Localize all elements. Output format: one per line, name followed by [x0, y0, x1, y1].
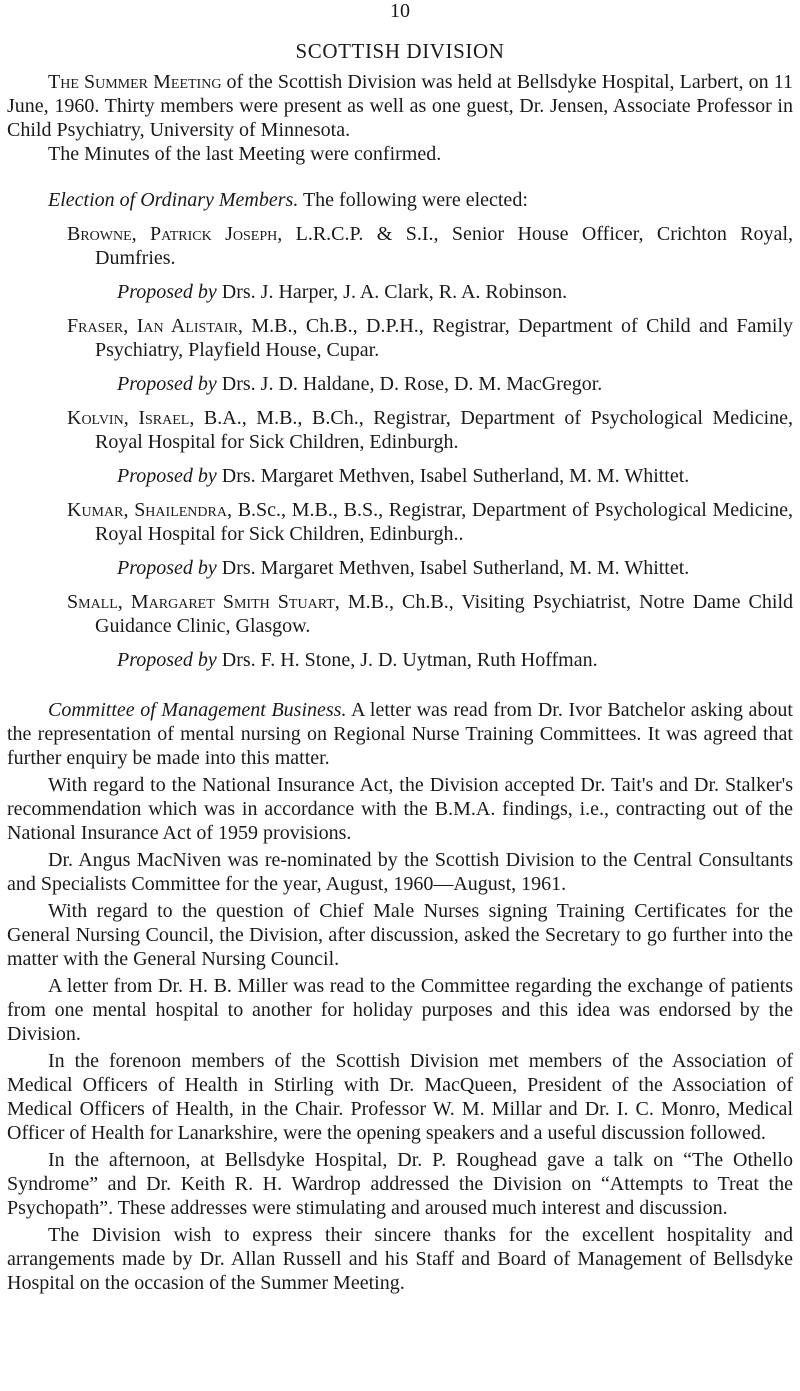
body-paragraph: Dr. Angus MacNiven was re-nominated by the Scottish Division to the Central Consultants and Specialists Committee for the year, August, 1960—August, 1961. [7, 849, 793, 895]
committee-text: A letter was read from Dr. Ivor Batchelor asking about the representation of mental nursing on Regional Nurse Training Committees. It was agreed that further enquiry be made into this matter. [7, 699, 793, 769]
election-paragraph [7, 188, 793, 212]
election-text: The following were elected: [298, 189, 528, 211]
proposed-label: Proposed by [117, 373, 217, 395]
body-paragraph: A letter from Dr. H. B. Miller was read to the Committee regarding the exchange of patients from one mental hospital to another for holiday purposes and this idea was endorsed by the Division. [7, 975, 793, 1045]
section-title: SCOTTISH DIVISION [295, 39, 505, 63]
proposed-label: Proposed by [117, 649, 217, 671]
member-surname: Kolvin [67, 407, 124, 429]
member-surname: Kumar [67, 499, 124, 521]
member-given-name: Shailendra [134, 499, 227, 521]
member-qualifications: , B.Sc., M.B., B.S., Registrar, Department of Psychological Medicine, Royal Hospital for Sick Children, Edinburgh.. [95, 499, 794, 545]
member-entry [67, 498, 793, 580]
intro-text: of the Scottish Division was held at Bellsdyke Hospital, Larbert, on 11 June, 1960. Thirty members were present as well as one guest, Dr. Jensen, Associate Professor in Child Psychiatry, University of Minnesota. [7, 71, 793, 141]
page-number: 10 [390, 0, 410, 22]
member-entry [67, 314, 793, 396]
article-body [0, 70, 800, 1295]
proposers-list: Drs. J. D. Haldane, D. Rose, D. M. MacGregor. [216, 373, 603, 395]
committee-heading: Committee of Management Business. [48, 699, 347, 721]
body-paragraph: In the afternoon, at Bellsdyke Hospital, Dr. P. Roughead gave a talk on “The Othello Syndrome” and Dr. Keith R. H. Wardrop addressed the Division on “Attempts to Treat the Psychopath”. These addresses were stimulating and aroused much interest and discussion. [7, 1149, 793, 1219]
member-details: Small, Margaret Smith Stuart, M.B., Ch.B., Visiting Psychiatrist, Notre Dame Child Guidance Clinic, Glasgow. [67, 591, 793, 637]
intro-lead: The Summer Meeting [48, 71, 222, 93]
member-given-name: Israel [138, 407, 190, 429]
member-surname: Small [67, 591, 118, 613]
member-details: Kumar, Shailendra, B.Sc., M.B., B.S., Registrar, Department of Psychological Medicine, Royal Hospital for Sick Children, Edinburgh.. [67, 499, 794, 545]
member-entry [67, 406, 793, 488]
member-surname: Fraser [67, 315, 124, 337]
member-proposers [67, 464, 793, 488]
member-qualifications: , M.B., Ch.B., D.P.H., Registrar, Department of Child and Family Psychiatry, Playfield House, Cupar. [95, 315, 793, 361]
member-details: Fraser, Ian Alistair, M.B., Ch.B., D.P.H., Registrar, Department of Child and Family Psychiatry, Playfield House, Cupar. [67, 315, 793, 361]
member-list [7, 222, 793, 672]
body-paragraph: With regard to the question of Chief Male Nurses signing Training Certificates for the General Nursing Council, the Division, after discussion, asked the Secretary to go further into the matter with the General Nursing Council. [7, 900, 793, 970]
member-given-name: Patrick Joseph [150, 223, 278, 245]
proposed-label: Proposed by [117, 557, 217, 579]
proposed-label: Proposed by [117, 281, 217, 303]
body-paragraph: With regard to the National Insurance Act, the Division accepted Dr. Tait's and Dr. Stalker's recommendation which was in accordance with the B.M.A. findings, i.e., contracting out of the National Insurance Act of 1959 provisions. [7, 774, 793, 844]
member-details: Kolvin, Israel, B.A., M.B., B.Ch., Registrar, Department of Psychological Medicine, Royal Hospital for Sick Children, Edinburgh. [67, 407, 793, 453]
intro-paragraph [7, 70, 793, 142]
member-proposers [67, 648, 793, 672]
committee-paragraph [7, 698, 793, 770]
member-qualifications: , B.A., M.B., B.Ch., Registrar, Department of Psychological Medicine, Royal Hospital for Sick Children, Edinburgh. [95, 407, 793, 453]
proposed-label: Proposed by [117, 465, 217, 487]
proposers-list: Drs. Margaret Methven, Isabel Sutherland, M. M. Whittet. [216, 465, 690, 487]
member-entry [67, 222, 793, 304]
member-qualifications: , L.R.C.P. & S.I., Senior House Officer, Crichton Royal, Dumfries. [95, 223, 793, 269]
member-given-name: Margaret Smith Stuart [130, 591, 335, 613]
proposers-list: Drs. Margaret Methven, Isabel Sutherland, M. M. Whittet. [216, 557, 690, 579]
body-paragraph: The Division wish to express their sincere thanks for the excellent hospitality and arrangements made by Dr. Allan Russell and his Staff and Board of Management of Bellsdyke Hospital on the occasion of the Summer Meeting. [7, 1224, 793, 1294]
member-details: Browne, Patrick Joseph, L.R.C.P. & S.I., Senior House Officer, Crichton Royal, Dumfries. [67, 223, 793, 269]
member-qualifications: , M.B., Ch.B., Visiting Psychiatrist, Notre Dame Child Guidance Clinic, Glasgow. [95, 591, 793, 637]
member-given-name: Ian Alistair [136, 315, 238, 337]
election-heading: Election of Ordinary Members. [48, 189, 299, 211]
member-surname: Browne [67, 223, 132, 245]
proposers-list: Drs. J. Harper, J. A. Clark, R. A. Robinson. [216, 281, 568, 303]
minutes-paragraph: The Minutes of the last Meeting were confirmed. [48, 143, 442, 165]
member-proposers [67, 372, 793, 396]
member-entry [67, 590, 793, 672]
member-proposers [67, 280, 793, 304]
body-paragraph: In the forenoon members of the Scottish Division met members of the Association of Medical Officers of Health in Stirling with Dr. MacQueen, President of the Association of Medical Officers of Health, in the Chair. Professor W. M. Millar and Dr. I. C. Monro, Medical Officer of Health for Lanarkshire, were the opening speakers and a useful discussion followed. [7, 1050, 793, 1144]
member-proposers [67, 556, 793, 580]
proposers-list: Drs. F. H. Stone, J. D. Uytman, Ruth Hoffman. [216, 649, 598, 671]
